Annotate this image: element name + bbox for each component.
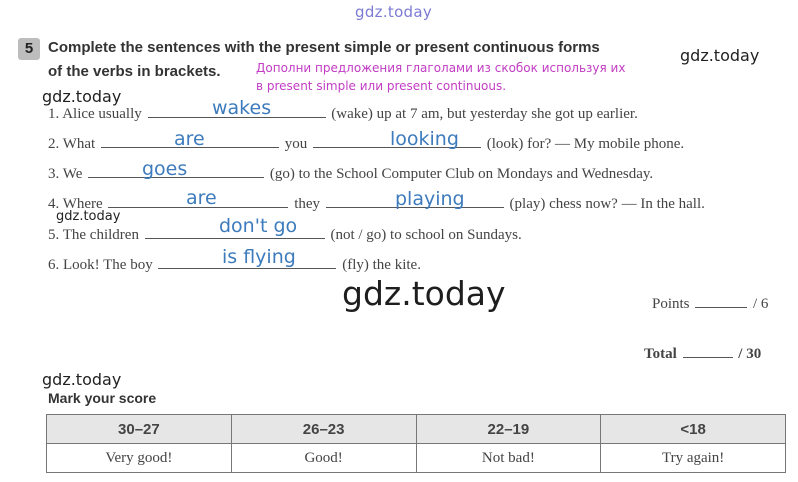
sentence-text: they <box>294 196 321 212</box>
score-ranges-row <box>47 415 786 444</box>
sentence-2 <box>48 134 684 153</box>
total-row <box>644 344 761 363</box>
sentence-1 <box>48 104 638 123</box>
sentence-number: 6. <box>48 257 60 273</box>
answer-3: goes <box>142 158 188 180</box>
answer-2b: looking <box>390 128 459 150</box>
total-label: Total <box>644 346 677 362</box>
answer-5: don't go <box>219 215 298 237</box>
watermark-top: gdz.today <box>355 3 433 21</box>
total-max: / 30 <box>738 346 762 362</box>
sentence-text: The children <box>62 227 139 243</box>
score-mark: Very good! <box>47 444 232 473</box>
sentence-text: (go) to the School Computer Club on Mondays and Wednesday. <box>269 166 654 182</box>
sentence-text: you <box>284 136 308 152</box>
score-range: 26–23 <box>231 415 416 444</box>
sentence-text: (not / go) to school on Sundays. <box>330 227 522 243</box>
points-row <box>652 294 768 313</box>
watermark-right: gdz.today <box>680 46 760 65</box>
points-label: Points <box>652 296 690 312</box>
score-mark: Not bad! <box>416 444 601 473</box>
points-blank <box>695 294 747 308</box>
sentence-text: (look) for? — My mobile phone. <box>486 136 685 152</box>
sentence-text: We <box>62 166 83 182</box>
score-mark: Try again! <box>601 444 786 473</box>
translation-line-2: в present simple или present continuous. <box>256 79 507 93</box>
sentence-text: (wake) up at 7 am, but yesterday she got up earlier. <box>331 106 638 122</box>
instruction-line-1: Complete the sentences with the present simple or present continuous forms <box>48 39 600 56</box>
sentence-text: Where <box>62 196 103 212</box>
watermark-center: gdz.today <box>342 274 506 313</box>
score-table <box>46 414 786 473</box>
sentence-number: 1. <box>48 106 60 122</box>
score-title: Mark your score <box>48 390 157 406</box>
score-range: 22–19 <box>416 415 601 444</box>
sentence-3 <box>48 164 653 183</box>
sentence-4 <box>48 194 705 213</box>
answer-2a: are <box>174 128 205 150</box>
instruction-line-2: of the verbs in brackets. <box>48 63 221 80</box>
sentence-text: (play) chess now? — In the hall. <box>509 196 705 212</box>
answer-6: is flying <box>222 246 296 268</box>
sentence-number: 3. <box>48 166 60 182</box>
sentence-text: (fly) the kite. <box>342 257 421 273</box>
watermark-left: gdz.today <box>42 87 122 106</box>
answer-4b: playing <box>395 188 465 210</box>
points-max: / 6 <box>753 296 769 312</box>
watermark-small: gdz.today <box>56 209 121 224</box>
sentence-text: What <box>62 136 96 152</box>
score-mark: Good! <box>231 444 416 473</box>
total-blank <box>683 344 733 358</box>
sentence-text: Alice usually <box>62 106 142 122</box>
translation-line-1: Дополни предложения глаголами из скобок используя их <box>256 61 626 75</box>
answer-1: wakes <box>212 97 272 119</box>
sentence-number: 5. <box>48 227 60 243</box>
score-range: <18 <box>601 415 786 444</box>
sentence-text: Look! The boy <box>63 257 153 273</box>
score-range: 30–27 <box>47 415 232 444</box>
watermark-left-bottom: gdz.today <box>42 370 122 389</box>
score-marks-row <box>47 444 786 473</box>
task-number: 5 <box>18 38 40 60</box>
sentence-number: 4. <box>48 196 60 212</box>
answer-4a: are <box>186 187 217 209</box>
sentence-number: 2. <box>48 136 60 152</box>
